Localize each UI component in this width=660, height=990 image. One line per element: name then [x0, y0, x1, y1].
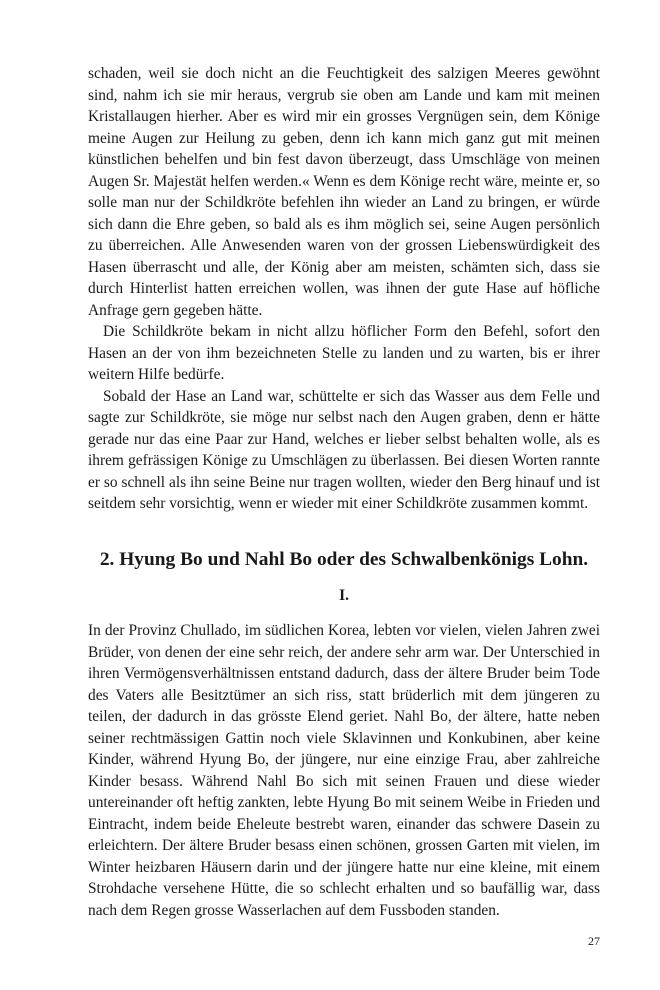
page-number: 27 [588, 934, 600, 948]
paragraph-hare-escape: Sobald der Hase an Land war, schüttelte er sich das Wasser aus dem Felle und sagte zur Schildkröte, sie möge nur selbst nach den Augen graben, denn er hätte gerade nur das eine Paar zur Hand, welches er lieber selbst behalten wolle, als es ihrem gefrässigen Könige zu Umschlägen zu überlassen. Bei diesen Worten rannte er so schnell als ihn seine Beine nur tragen wollten, wieder den Berg hinauf und ist seitdem sehr vorsichtig, wenn er wieder mit einer Schildkröte zusammen kommt. [88, 387, 600, 512]
paragraph-turtle-order: Die Schildkröte bekam in nicht allzu höflicher Form den Befehl, sofort den Hasen an der von ihm bezeichneten Stelle zu landen und zu warten, bis er ihrer weitern Hilfe bedürfe. [88, 323, 600, 383]
chapter-title: 2. Hyung Bo und Nahl Bo oder des Schwalbenkönigs Lohn. [99, 549, 589, 570]
section-number: I. [339, 587, 349, 604]
paragraph-continued: schaden, weil sie doch nicht an die Feuchtigkeit des salzigen Meeres gewöhnt sind, nahm ich sie mir heraus, vergrub sie oben am Lande und kam mit meinen Kristallaugen hierher. Aber es wird mir ein grosses Vergnügen sein, dem Könige meine Augen zur Heilung zu geben, denn ich kann mich ganz gut mit meinen künstlichen behelfen und bin fest davon überzeugt, dass Umschläge von meinen Augen Sr. Majestät helfen werden.« Wenn es dem Könige recht wäre, meinte er, so solle man nur der Schildkröte befehlen ihn wieder an Land zu bringen, er würde sich dann die Ehre geben, so bald als es ihm möglich sei, seine Augen persönlich zu überreichen. Alle Anwesenden waren von der grossen Liebenswürdigkeit des Hasen überrascht und alle, der König aber am meisten, schämten sich, dass sie durch Hinterlist hatten erreichen wollen, was ihnen der gute Hase auf höfliche Anfrage gern gegeben hätte. [88, 65, 600, 319]
chapter-body-text [88, 620, 600, 921]
story-ending-text [88, 63, 600, 515]
paragraph-two-brothers: In der Provinz Chullado, im südlichen Korea, lebten vor vielen, vielen Jahren zwei Brüder, von denen der eine sehr reich, der andere sehr arm war. Der Unterschied in ihren Vermögensverhältnissen entstand dadurch, dass der ältere Bruder beim Tode des Vaters alle Besitztümer an sich riss, statt brüderlich mit dem jüngeren zu teilen, der dadurch in das grösste Elend geriet. Nahl Bo, der ältere, hatte neben seiner rechtmässigen Gattin noch viele Sklavinnen und Konkubinen, aber keine Kinder, während Hyung Bo, der jüngere, nur eine einzige Frau, aber zahlreiche Kinder besass. Während Nahl Bo sich mit seinen Frauen und diese wieder untereinander oft heftig zankten, lebte Hyung Bo mit seinem Weibe in Frieden und Eintracht, indem beide Eheleute bestrebt waren, einander das schwere Dasein zu erleichtern. Der ältere Bruder besass einen schönen, grossen Garten mit vielen, im Winter heizbaren Häusern darin und der jüngere hatte nur eine kleine, mit einem Strohdache versehene Hütte, die so schlecht erhalten und so baufällig war, dass nach dem Regen grosse Wasserlachen auf dem Fussboden standen. [88, 622, 600, 919]
